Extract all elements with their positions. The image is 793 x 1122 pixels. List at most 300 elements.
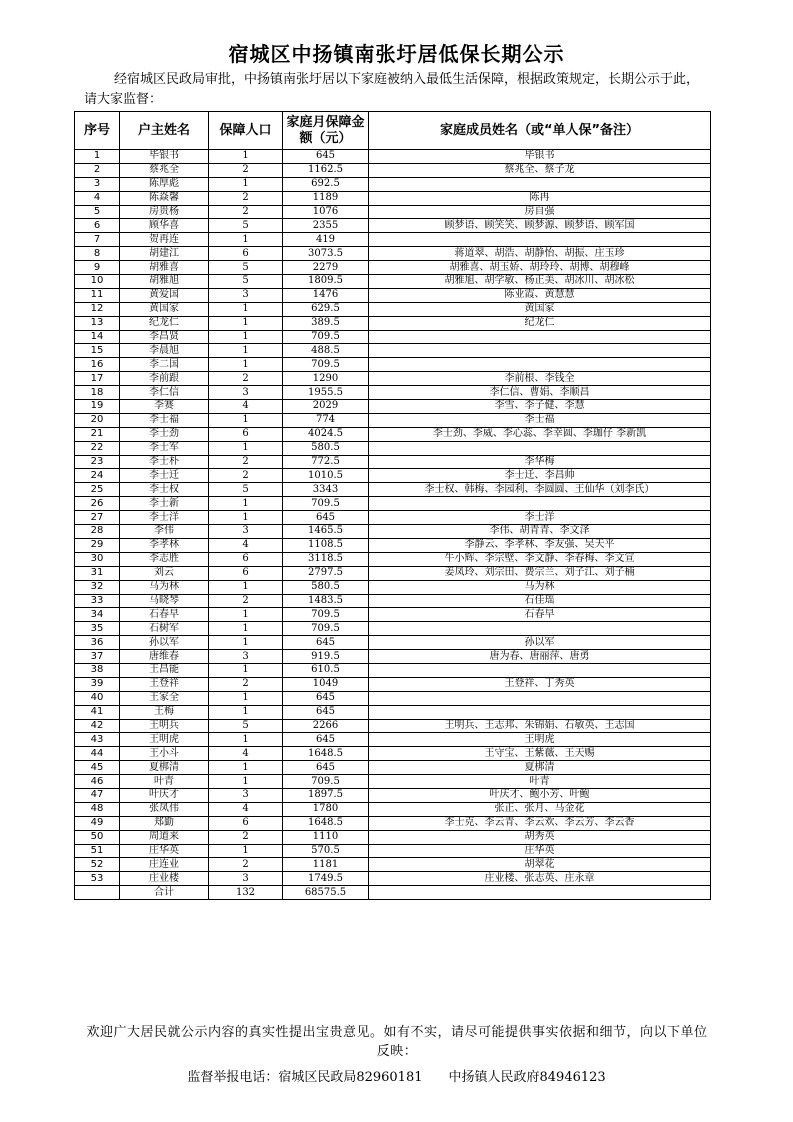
table-row: [75, 566, 711, 580]
table-row: [75, 538, 711, 552]
row-head-of-household: 王家全: [120, 691, 209, 705]
row-head-of-household: 李伟: [120, 525, 209, 539]
row-head-of-household: 李士福: [120, 413, 209, 427]
row-serial-number: 30: [75, 552, 120, 566]
row-serial-number: 49: [75, 816, 120, 830]
row-head-of-household: 李士权: [120, 483, 209, 497]
row-head-of-household: 胡雅喜: [120, 261, 209, 275]
row-covered-persons: 5: [209, 719, 283, 733]
table-row: [75, 719, 711, 733]
row-family-members: 李士洋: [369, 511, 711, 525]
row-covered-persons: 1: [209, 761, 283, 775]
row-head-of-household: 蔡兆全: [120, 163, 209, 177]
row-family-members: 牛小辉、李宗壁、李文静、李春梅、李文宣: [369, 552, 711, 566]
row-monthly-amount: 645: [283, 691, 369, 705]
row-head-of-household: 周道来: [120, 830, 209, 844]
row-covered-persons: 3: [209, 525, 283, 539]
row-monthly-amount: 1181: [283, 858, 369, 872]
row-covered-persons: 1: [209, 636, 283, 650]
row-covered-persons: 1: [209, 497, 283, 511]
row-monthly-amount: 3343: [283, 483, 369, 497]
table-row: [75, 177, 711, 191]
row-covered-persons: 3: [209, 288, 283, 302]
contact-line: [0, 1066, 793, 1085]
row-head-of-household: 马为林: [120, 580, 209, 594]
row-covered-persons: 1: [209, 844, 283, 858]
row-covered-persons: 2: [209, 858, 283, 872]
row-serial-number: 41: [75, 705, 120, 719]
row-serial-number: 39: [75, 677, 120, 691]
header-serial-number: 序号: [75, 112, 120, 150]
row-head-of-household: 李赛: [120, 400, 209, 414]
row-monthly-amount: 1780: [283, 802, 369, 816]
row-covered-persons: 1: [209, 733, 283, 747]
row-family-members: 王守宝、王紫薇、王天赐: [369, 747, 711, 761]
table-row: [75, 788, 711, 802]
row-head-of-household: 王登祥: [120, 677, 209, 691]
row-head-of-household: 纪龙仁: [120, 316, 209, 330]
row-head-of-household: 王明虎: [120, 733, 209, 747]
row-serial-number: 53: [75, 872, 120, 886]
row-serial-number: 19: [75, 400, 120, 414]
row-serial-number: 46: [75, 775, 120, 789]
row-covered-persons: 3: [209, 788, 283, 802]
table-row: [75, 400, 711, 414]
row-monthly-amount: 774: [283, 413, 369, 427]
row-family-members: [369, 497, 711, 511]
row-covered-persons: 1: [209, 608, 283, 622]
table-row: [75, 636, 711, 650]
row-monthly-amount: 645: [283, 150, 369, 164]
row-monthly-amount: 1162.5: [283, 163, 369, 177]
table-row: [75, 275, 711, 289]
row-covered-persons: 6: [209, 247, 283, 261]
row-family-members: [369, 330, 711, 344]
row-serial-number: 8: [75, 247, 120, 261]
row-covered-persons: 1: [209, 344, 283, 358]
row-head-of-household: 李士新: [120, 497, 209, 511]
row-covered-persons: 1: [209, 330, 283, 344]
row-serial-number: 28: [75, 525, 120, 539]
row-family-members: 李前根、李钱全: [369, 372, 711, 386]
row-monthly-amount: 1648.5: [283, 816, 369, 830]
row-head-of-household: 王梅: [120, 705, 209, 719]
row-head-of-household: 李二国: [120, 358, 209, 372]
row-family-members: [369, 441, 711, 455]
header-covered-persons: 保障人口: [209, 112, 283, 150]
row-monthly-amount: 645: [283, 636, 369, 650]
row-head-of-household: 李晨旭: [120, 344, 209, 358]
row-monthly-amount: 3118.5: [283, 552, 369, 566]
row-serial-number: 31: [75, 566, 120, 580]
row-serial-number: 5: [75, 205, 120, 219]
row-covered-persons: 5: [209, 483, 283, 497]
row-monthly-amount: 1897.5: [283, 788, 369, 802]
row-head-of-household: 李昌贤: [120, 330, 209, 344]
table-row: [75, 261, 711, 275]
row-covered-persons: 1: [209, 302, 283, 316]
row-family-members: 李士迁、李昌帅: [369, 469, 711, 483]
row-serial-number: 48: [75, 802, 120, 816]
row-serial-number: 35: [75, 622, 120, 636]
row-covered-persons: 1: [209, 705, 283, 719]
row-head-of-household: 胡雅旭: [120, 275, 209, 289]
row-head-of-household: 马晓琴: [120, 594, 209, 608]
row-head-of-household: 唐维春: [120, 650, 209, 664]
row-covered-persons: 1: [209, 663, 283, 677]
row-monthly-amount: 709.5: [283, 608, 369, 622]
row-serial-number: 38: [75, 663, 120, 677]
row-covered-persons: 2: [209, 205, 283, 219]
row-family-members: [369, 705, 711, 719]
row-head-of-household: 石树军: [120, 622, 209, 636]
row-covered-persons: 1: [209, 775, 283, 789]
row-serial-number: 26: [75, 497, 120, 511]
row-head-of-household: 李仁信: [120, 386, 209, 400]
row-head-of-household: 叶庆才: [120, 788, 209, 802]
table-row: [75, 372, 711, 386]
row-family-members: 王明虎: [369, 733, 711, 747]
table-row: [75, 150, 711, 164]
row-family-members: 张正、张月、马金花: [369, 802, 711, 816]
row-family-members: 胡雅喜、胡玉娇、胡玲玲、胡博、胡穆峰: [369, 261, 711, 275]
row-monthly-amount: 610.5: [283, 663, 369, 677]
row-covered-persons: 5: [209, 275, 283, 289]
row-family-members: [369, 233, 711, 247]
row-monthly-amount: 1465.5: [283, 525, 369, 539]
row-monthly-amount: 4024.5: [283, 427, 369, 441]
row-head-of-household: 顾华喜: [120, 219, 209, 233]
civil-affairs-hotline: 监督举报电话：宿城区民政局82960181: [187, 1070, 423, 1085]
row-monthly-amount: 1010.5: [283, 469, 369, 483]
row-family-members: 李士权、韩梅、李园利、李圆圆、王仙华（刘李氏）: [369, 483, 711, 497]
row-head-of-household: 郑勤: [120, 816, 209, 830]
row-head-of-household: 李前跟: [120, 372, 209, 386]
row-monthly-amount: 1955.5: [283, 386, 369, 400]
row-serial-number: 7: [75, 233, 120, 247]
row-covered-persons: 2: [209, 372, 283, 386]
row-monthly-amount: 419: [283, 233, 369, 247]
row-covered-persons: 3: [209, 650, 283, 664]
total-row: [75, 886, 711, 900]
row-covered-persons: 1: [209, 622, 283, 636]
row-covered-persons: 2: [209, 163, 283, 177]
row-covered-persons: 4: [209, 747, 283, 761]
table-row: [75, 816, 711, 830]
table-row: [75, 483, 711, 497]
row-family-members: 叶青: [369, 775, 711, 789]
table-header-row: [75, 112, 711, 150]
row-family-members: 石佳瑶: [369, 594, 711, 608]
table-row: [75, 191, 711, 205]
table-row: [75, 302, 711, 316]
row-monthly-amount: 709.5: [283, 775, 369, 789]
table-row: [75, 497, 711, 511]
row-family-members: 黄国家: [369, 302, 711, 316]
row-family-members: 毕银书: [369, 150, 711, 164]
table-row: [75, 594, 711, 608]
row-monthly-amount: 2279: [283, 261, 369, 275]
row-serial-number: 25: [75, 483, 120, 497]
total-label: 合计: [120, 886, 209, 900]
row-family-members: 陈冉: [369, 191, 711, 205]
table-row: [75, 677, 711, 691]
row-covered-persons: 4: [209, 802, 283, 816]
row-family-members: 李雪、李子健、李慧: [369, 400, 711, 414]
table-row: [75, 219, 711, 233]
table-row: [75, 608, 711, 622]
table-row: [75, 705, 711, 719]
row-monthly-amount: 709.5: [283, 358, 369, 372]
row-head-of-household: 李士迁: [120, 469, 209, 483]
header-monthly-amount: 家庭月保障金额（元）: [283, 112, 369, 150]
row-covered-persons: 2: [209, 455, 283, 469]
row-covered-persons: 1: [209, 441, 283, 455]
row-serial-number: 12: [75, 302, 120, 316]
table-row: [75, 358, 711, 372]
row-monthly-amount: 580.5: [283, 441, 369, 455]
row-serial-number: 2: [75, 163, 120, 177]
row-family-members: [369, 358, 711, 372]
row-head-of-household: 胡建江: [120, 247, 209, 261]
table-row: [75, 858, 711, 872]
row-family-members: 房自强: [369, 205, 711, 219]
row-serial-number: 17: [75, 372, 120, 386]
row-covered-persons: 2: [209, 594, 283, 608]
row-head-of-household: 房贵杨: [120, 205, 209, 219]
table-row: [75, 747, 711, 761]
row-monthly-amount: 2029: [283, 400, 369, 414]
row-family-members: 李士克、李云青、李云欢、李云芳、李云香: [369, 816, 711, 830]
row-head-of-household: 庄连业: [120, 858, 209, 872]
row-serial-number: 52: [75, 858, 120, 872]
row-monthly-amount: 1483.5: [283, 594, 369, 608]
row-serial-number: 34: [75, 608, 120, 622]
row-head-of-household: 陈厚彪: [120, 177, 209, 191]
row-monthly-amount: 645: [283, 511, 369, 525]
row-serial-number: 37: [75, 650, 120, 664]
table-row: [75, 844, 711, 858]
row-head-of-household: 庄业楼: [120, 872, 209, 886]
row-serial-number: 20: [75, 413, 120, 427]
row-monthly-amount: 1049: [283, 677, 369, 691]
table-row: [75, 733, 711, 747]
row-serial-number: 27: [75, 511, 120, 525]
row-serial-number: 40: [75, 691, 120, 705]
row-family-members: 李华梅: [369, 455, 711, 469]
row-head-of-household: 黄爱国: [120, 288, 209, 302]
row-monthly-amount: 1749.5: [283, 872, 369, 886]
row-serial-number: 29: [75, 538, 120, 552]
row-serial-number: 14: [75, 330, 120, 344]
row-monthly-amount: 709.5: [283, 330, 369, 344]
row-covered-persons: 3: [209, 386, 283, 400]
row-serial-number: 9: [75, 261, 120, 275]
row-family-members: 顾梦语、顾笑笑、顾梦源、顾梦语、顾军国: [369, 219, 711, 233]
row-serial-number: 24: [75, 469, 120, 483]
row-head-of-household: 李孝林: [120, 538, 209, 552]
table-row: [75, 511, 711, 525]
row-covered-persons: 3: [209, 872, 283, 886]
row-serial-number: 44: [75, 747, 120, 761]
row-serial-number: 18: [75, 386, 120, 400]
row-family-members: 王明兵、王志邦、朱锦娟、石敏英、王志国: [369, 719, 711, 733]
row-monthly-amount: 1110: [283, 830, 369, 844]
row-covered-persons: 6: [209, 566, 283, 580]
row-family-members: 马为林: [369, 580, 711, 594]
header-head-of-household: 户主姓名: [120, 112, 209, 150]
row-head-of-household: 李士洋: [120, 511, 209, 525]
table-row: [75, 622, 711, 636]
row-covered-persons: 6: [209, 552, 283, 566]
row-serial-number: 22: [75, 441, 120, 455]
row-head-of-household: 李士劲: [120, 427, 209, 441]
table-row: [75, 580, 711, 594]
table-row: [75, 386, 711, 400]
row-head-of-household: 李士军: [120, 441, 209, 455]
row-monthly-amount: 1108.5: [283, 538, 369, 552]
row-head-of-household: 王昌能: [120, 663, 209, 677]
row-family-members: 李士福: [369, 413, 711, 427]
row-serial-number: 15: [75, 344, 120, 358]
row-family-members: [369, 177, 711, 191]
row-family-members: 胡翠花: [369, 858, 711, 872]
row-monthly-amount: 709.5: [283, 622, 369, 636]
row-head-of-household: 王明兵: [120, 719, 209, 733]
table-row: [75, 330, 711, 344]
row-serial-number: 32: [75, 580, 120, 594]
row-monthly-amount: 772.5: [283, 455, 369, 469]
table-row: [75, 205, 711, 219]
row-serial-number: 16: [75, 358, 120, 372]
row-covered-persons: 1: [209, 691, 283, 705]
row-family-members: 陈业霞、黄慧慧: [369, 288, 711, 302]
row-serial-number: 10: [75, 275, 120, 289]
row-family-members: [369, 663, 711, 677]
row-family-members: 姜凤玲、刘宗田、费宗兰、刘子江、刘子楠: [369, 566, 711, 580]
row-serial-number: 36: [75, 636, 120, 650]
row-covered-persons: 1: [209, 233, 283, 247]
total-label-spacer: [75, 886, 120, 900]
row-family-members: 王登祥、丁秀英: [369, 677, 711, 691]
table-row: [75, 233, 711, 247]
row-monthly-amount: 692.5: [283, 177, 369, 191]
row-covered-persons: 6: [209, 816, 283, 830]
row-family-members: 庄华英: [369, 844, 711, 858]
row-family-members: [369, 622, 711, 636]
table-row: [75, 830, 711, 844]
total-amount: 68575.5: [283, 886, 369, 900]
row-head-of-household: 陈焱馨: [120, 191, 209, 205]
row-family-members: 蒋道翠、胡浩、胡静怡、胡振、庄玉珍: [369, 247, 711, 261]
row-covered-persons: 1: [209, 358, 283, 372]
row-family-members: 胡秀英: [369, 830, 711, 844]
row-monthly-amount: 2797.5: [283, 566, 369, 580]
row-serial-number: 33: [75, 594, 120, 608]
row-serial-number: 4: [75, 191, 120, 205]
row-head-of-household: 王小斗: [120, 747, 209, 761]
row-head-of-household: 黄国家: [120, 302, 209, 316]
table-row: [75, 413, 711, 427]
row-head-of-household: 张凤伟: [120, 802, 209, 816]
row-serial-number: 23: [75, 455, 120, 469]
table-row: [75, 761, 711, 775]
township-government-hotline: 中扬镇人民政府84946123: [448, 1070, 606, 1085]
row-monthly-amount: 629.5: [283, 302, 369, 316]
table-row: [75, 663, 711, 677]
recipient-table: [74, 111, 711, 900]
header-family-members: 家庭成员姓名（或“单人保”备注）: [369, 112, 711, 150]
row-serial-number: 11: [75, 288, 120, 302]
row-family-members: 胡雅旭、胡学敏、杨正美、胡冰川、胡冰松: [369, 275, 711, 289]
row-serial-number: 3: [75, 177, 120, 191]
row-head-of-household: 李志胜: [120, 552, 209, 566]
row-covered-persons: 4: [209, 538, 283, 552]
row-family-members: 叶庆才、鲍小芳、叶鲍: [369, 788, 711, 802]
row-serial-number: 43: [75, 733, 120, 747]
row-monthly-amount: 3073.5: [283, 247, 369, 261]
row-family-members: 李士劲、李威、李心蕊、李幸圆、李珈仔 李新凯: [369, 427, 711, 441]
table-row: [75, 552, 711, 566]
row-monthly-amount: 1290: [283, 372, 369, 386]
row-monthly-amount: 645: [283, 705, 369, 719]
table-row: [75, 344, 711, 358]
row-covered-persons: 1: [209, 177, 283, 191]
row-family-members: 石春早: [369, 608, 711, 622]
row-covered-persons: 5: [209, 261, 283, 275]
row-monthly-amount: 570.5: [283, 844, 369, 858]
feedback-notice: 欢迎广大居民就公示内容的真实性提出宝贵意见。如有不实，请尽可能提供事实依据和细节，向以下单位反映：: [86, 1025, 708, 1059]
row-head-of-household: 刘云: [120, 566, 209, 580]
row-monthly-amount: 1476: [283, 288, 369, 302]
row-monthly-amount: 1809.5: [283, 275, 369, 289]
row-serial-number: 1: [75, 150, 120, 164]
table-row: [75, 316, 711, 330]
table-row: [75, 525, 711, 539]
total-members-spacer: [369, 886, 711, 900]
row-covered-persons: 6: [209, 427, 283, 441]
row-head-of-household: 李士朴: [120, 455, 209, 469]
row-monthly-amount: 389.5: [283, 316, 369, 330]
row-family-members: 蔡兆全、蔡子龙: [369, 163, 711, 177]
row-family-members: 夏梆清: [369, 761, 711, 775]
row-monthly-amount: 1648.5: [283, 747, 369, 761]
table-row: [75, 288, 711, 302]
row-serial-number: 47: [75, 788, 120, 802]
row-head-of-household: 夏梆清: [120, 761, 209, 775]
row-monthly-amount: 645: [283, 761, 369, 775]
table-row: [75, 469, 711, 483]
row-covered-persons: 1: [209, 580, 283, 594]
row-serial-number: 51: [75, 844, 120, 858]
table-row: [75, 775, 711, 789]
row-head-of-household: 石春早: [120, 608, 209, 622]
row-monthly-amount: 709.5: [283, 497, 369, 511]
row-head-of-household: 孙以军: [120, 636, 209, 650]
row-family-members: 唐为春、唐丽萍、唐勇: [369, 650, 711, 664]
row-family-members: 孙以军: [369, 636, 711, 650]
intro-paragraph: 经宿城区民政局审批，中扬镇南张圩居以下家庭被纳入最低生活保障，根据政策规定，长期公示于此，请大家监督：: [84, 72, 700, 107]
row-family-members: [369, 691, 711, 705]
row-covered-persons: 1: [209, 316, 283, 330]
row-monthly-amount: 919.5: [283, 650, 369, 664]
row-serial-number: 45: [75, 761, 120, 775]
row-covered-persons: 2: [209, 677, 283, 691]
table-row: [75, 427, 711, 441]
page-title: 宿城区中扬镇南张圩居低保长期公示: [228, 42, 565, 66]
row-monthly-amount: 2266: [283, 719, 369, 733]
table-row: [75, 650, 711, 664]
